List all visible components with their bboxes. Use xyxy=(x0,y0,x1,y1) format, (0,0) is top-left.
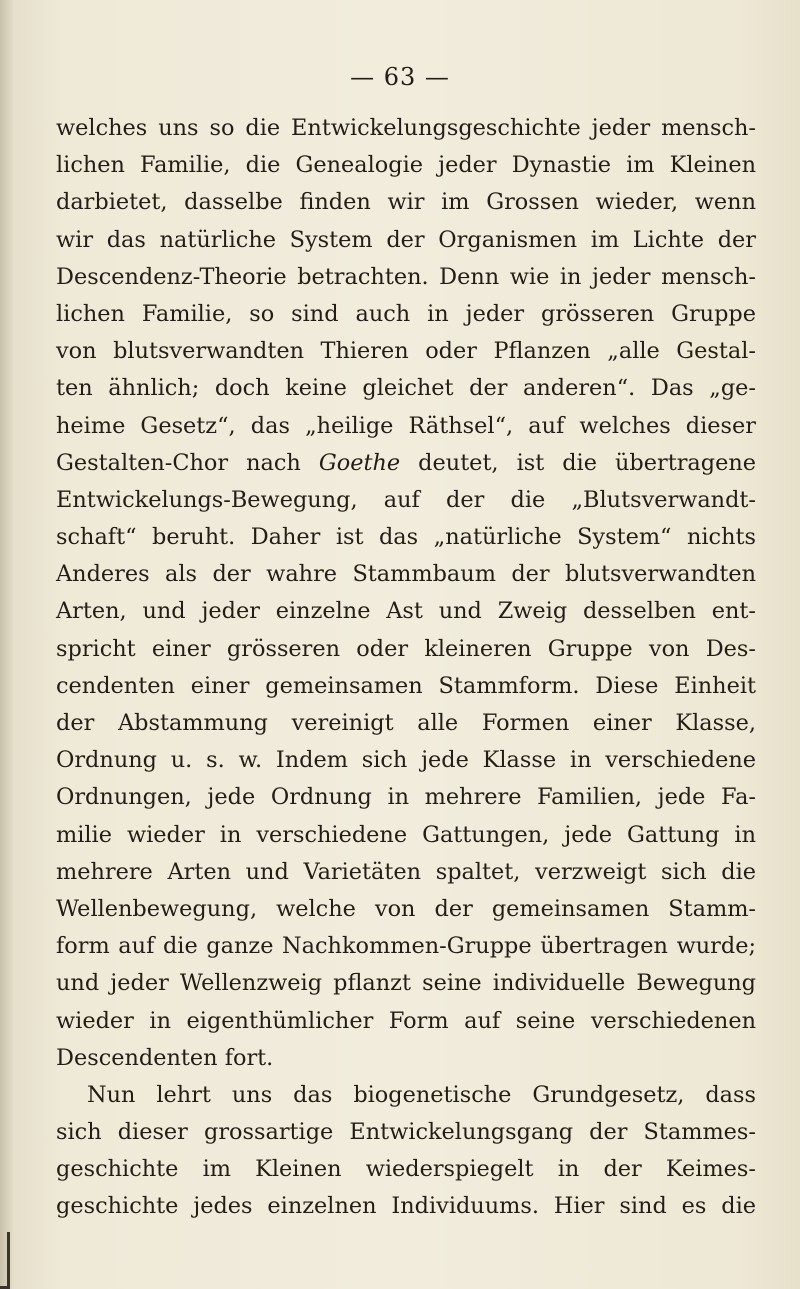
text-line: darbietet, dasselbe finden wir im Grossen wieder, wenn xyxy=(56,189,756,216)
text-line: Wellenbewegung, welche von der gemeinsamen Stamm- xyxy=(56,895,756,922)
scan-corner-mark xyxy=(0,1232,10,1289)
text-line: schaft“ beruht. Daher ist das „natürliche System“ nichts xyxy=(56,524,756,551)
text-line: von blutsverwandten Thieren oder Pflanzen „alle Gestal- xyxy=(56,338,756,365)
italic-name: Goethe xyxy=(318,449,401,476)
text-line: wir das natürliche System der Organismen im Lichte der xyxy=(56,226,756,253)
text-line-with-italic xyxy=(56,445,756,482)
text-line: lichen Familie, so sind auch in jeder grösseren Gruppe xyxy=(56,300,756,327)
text-line: milie wieder in verschiedene Gattungen, jede Gattung in xyxy=(56,821,756,848)
text-line: geschichte im Kleinen wiederspiegelt in der Keimes- xyxy=(56,1156,756,1183)
text-line: Ordnungen, jede Ordnung in mehrere Familien, jede Fa- xyxy=(56,784,756,811)
paragraph-start-line: Nun lehrt uns das biogenetische Grundgesetz, dass xyxy=(87,1081,756,1108)
page-gutter-shadow xyxy=(0,0,14,1289)
body-text xyxy=(56,110,756,1226)
text-line: der Abstammung vereinigt alle Formen einer Klasse, xyxy=(56,710,756,736)
text-line: wieder in eigenthümlicher Form auf seine verschiedenen xyxy=(56,1007,756,1034)
text-line: Descendenz-Theorie betrachten. Denn wie in jeder mensch- xyxy=(56,263,756,290)
text-line: lichen Familie, die Genealogie jeder Dynastie im Kleinen xyxy=(56,152,756,179)
text-line: welches uns so die Entwickelungsgeschichte jeder mensch- xyxy=(56,115,756,141)
text-line: mehrere Arten und Varietäten spaltet, verzweigt sich die xyxy=(56,858,756,885)
text-line: Ordnung u. s. w. Indem sich jede Klasse in verschiedene xyxy=(56,747,756,774)
text-line: sich dieser grossartige Entwickelungsgang der Stammes- xyxy=(56,1119,756,1146)
text-line: und jeder Wellenzweig pflanzt seine individuelle Bewegung xyxy=(56,970,756,997)
line-segment: Gestalten-Chor nach xyxy=(56,449,319,476)
paragraph-end-line: Descendenten fort. xyxy=(56,1044,274,1071)
text-line: Arten, und jeder einzelne Ast und Zweig desselben ent- xyxy=(56,598,756,625)
text-line: Entwickelungs-Bewegung, auf der die „Blutsverwandt- xyxy=(56,486,756,513)
text-line: spricht einer grösseren oder kleineren Gruppe von Des- xyxy=(56,635,756,662)
text-line: ten ähnlich; doch keine gleichet der anderen“. Das „ge- xyxy=(56,375,756,402)
text-line: heime Gesetz“, das „heilige Räthsel“, auf welches dieser xyxy=(56,412,756,439)
text-line: form auf die ganze Nachkommen-Gruppe übertragen wurde; xyxy=(56,933,756,960)
text-line: geschichte jedes einzelnen Individuums. Hier sind es die xyxy=(56,1193,756,1220)
text-line: cendenten einer gemeinsamen Stammform. Diese Einheit xyxy=(56,672,756,699)
text-line: Anderes als der wahre Stammbaum der blutsverwandten xyxy=(56,561,756,588)
line-segment: deutet, ist die übertragene xyxy=(400,449,756,476)
page-number-header: — 63 — xyxy=(350,63,450,91)
